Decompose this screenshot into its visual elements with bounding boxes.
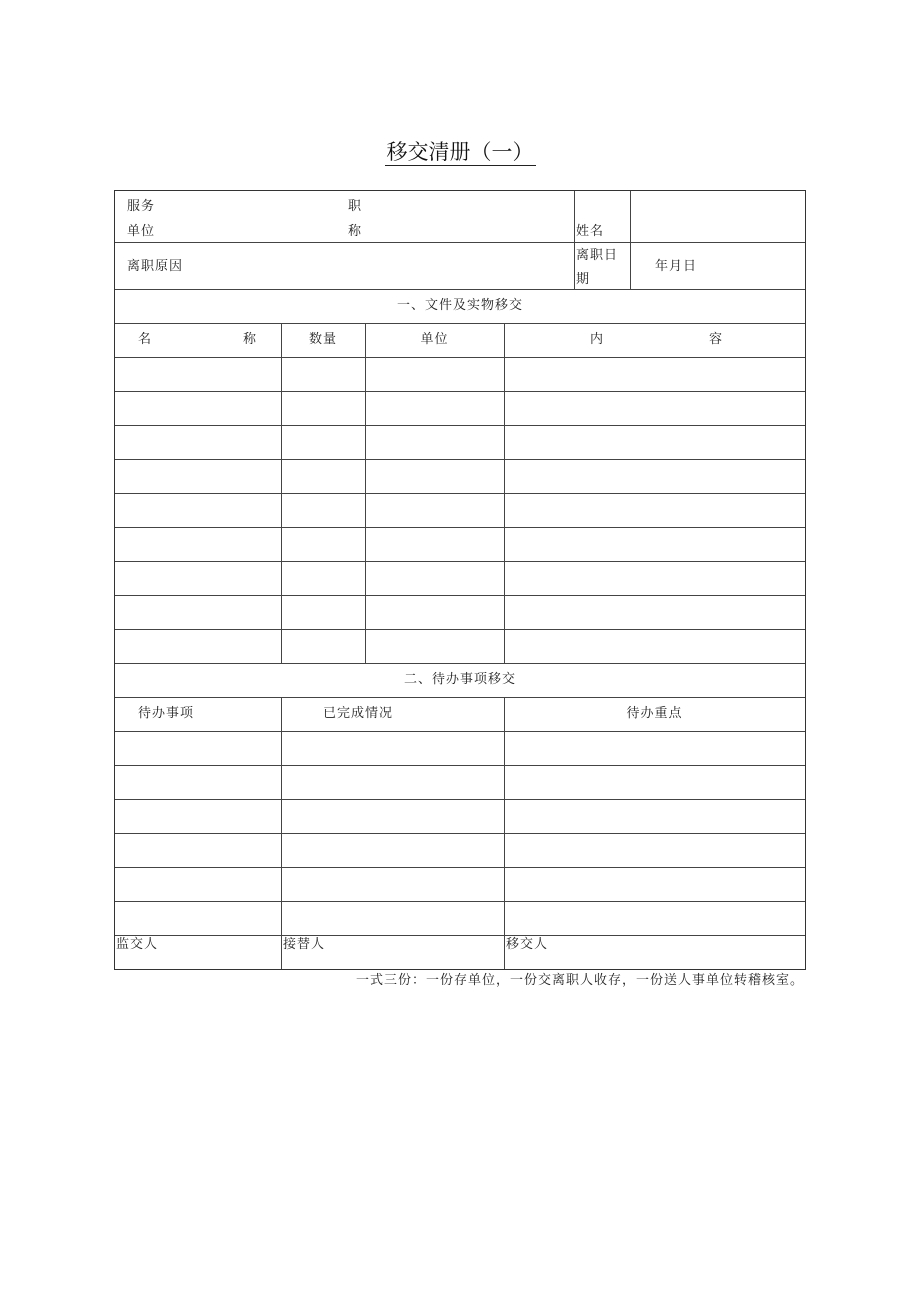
col-name-char2: 称 <box>243 332 258 347</box>
rule-section2-title-bottom <box>115 697 805 698</box>
rule-s1-row <box>115 561 805 562</box>
rule-header-bottom <box>115 289 805 290</box>
rule-signature-top <box>115 935 805 936</box>
col-unit: 单位 <box>420 332 449 347</box>
rule-section2-colheader-bottom <box>115 731 805 732</box>
handover-form-table <box>114 190 806 970</box>
rule-section1-colheader-bottom <box>115 357 805 358</box>
rule-s2-row <box>115 765 805 766</box>
rule-section1-title-bottom <box>115 323 805 324</box>
handover-person-label: 移交人 <box>506 937 549 952</box>
rule-header-v1 <box>574 191 575 289</box>
section1-title: 一、文件及实物移交 <box>396 298 523 313</box>
col-pending-items: 待办事项 <box>138 706 195 721</box>
successor-label: 接替人 <box>283 937 326 952</box>
leave-date-label-line2: 期 <box>576 272 591 287</box>
col-completed-status: 已完成情况 <box>323 706 394 721</box>
form-title-text: 移交清册（一） <box>386 140 534 164</box>
copies-footnote: 一式三份：一份存单位，一份交离职人收存，一份送人事单位转稽核室。 <box>355 973 804 988</box>
form-title <box>0 138 920 166</box>
rule-s2-v1 <box>281 697 282 969</box>
rule-s1-row <box>115 595 805 596</box>
rule-s2-row <box>115 867 805 868</box>
rule-section1-bottom <box>115 663 805 664</box>
col-content-char2: 容 <box>709 332 724 347</box>
section2-title: 二、待办事项移交 <box>403 672 516 687</box>
col-name-char1: 名 <box>138 332 153 347</box>
rule-s1-row <box>115 391 805 392</box>
rule-s2-v2 <box>504 697 505 969</box>
name-label: 姓名 <box>576 224 605 239</box>
leave-date-label-line1: 离职日 <box>576 248 619 263</box>
rule-s1-v-unit <box>504 323 505 663</box>
rule-s1-v-name <box>281 323 282 663</box>
col-quantity: 数量 <box>308 332 337 347</box>
rule-s1-row <box>115 629 805 630</box>
position-label-line2: 称 <box>348 224 363 239</box>
col-pending-focus: 待办重点 <box>626 706 683 721</box>
rule-s1-row <box>115 425 805 426</box>
supervisor-label: 监交人 <box>116 937 159 952</box>
rule-s1-row <box>115 493 805 494</box>
service-unit-label-line1: 服务 <box>127 199 156 214</box>
service-unit-label-line2: 单位 <box>127 224 156 239</box>
rule-s1-row <box>115 459 805 460</box>
rule-header-mid <box>115 242 805 243</box>
rule-header-v2 <box>630 191 631 289</box>
leave-reason-label: 离职原因 <box>127 259 184 274</box>
rule-s2-row <box>115 901 805 902</box>
position-label-line1: 职 <box>348 199 363 214</box>
rule-s2-row <box>115 833 805 834</box>
col-content-char1: 内 <box>590 332 605 347</box>
rule-s1-v-qty <box>365 323 366 663</box>
rule-s1-row <box>115 527 805 528</box>
rule-s2-row <box>115 799 805 800</box>
leave-date-format: 年月日 <box>655 259 698 274</box>
